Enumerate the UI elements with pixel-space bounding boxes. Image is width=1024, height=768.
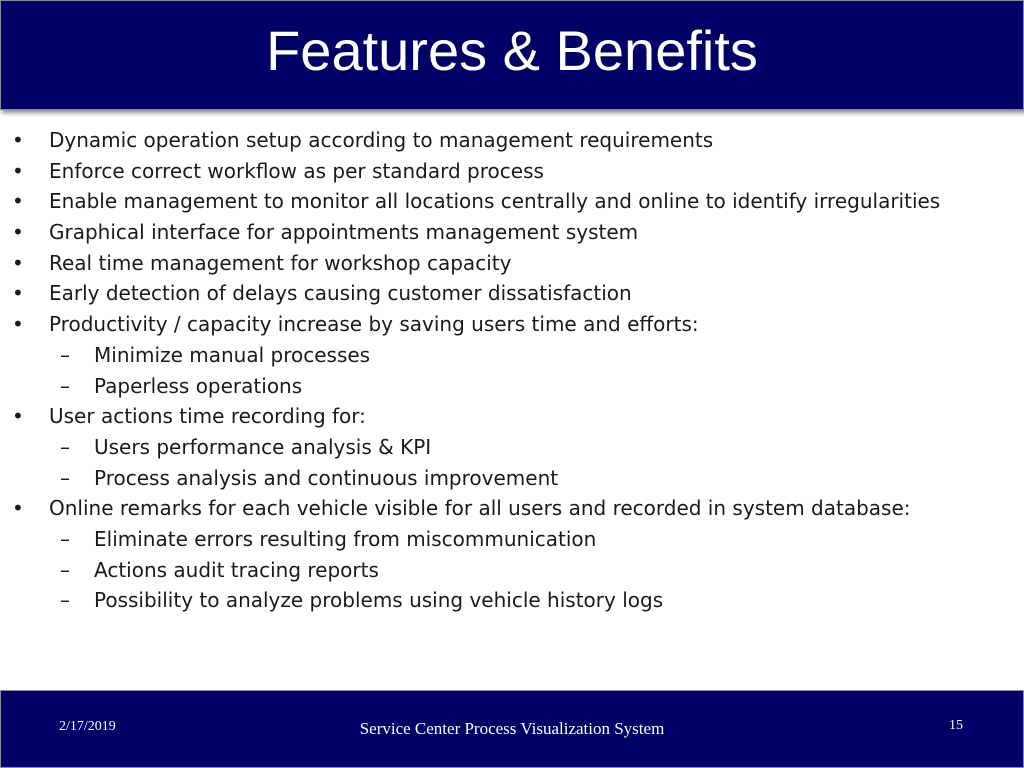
bullet-text: Process analysis and continuous improvement xyxy=(94,465,559,490)
bullet-item xyxy=(0,126,1024,157)
bullet-text: User actions time recording for: xyxy=(49,404,366,429)
bullet-marker: • xyxy=(12,189,24,214)
title-bar xyxy=(0,0,1024,110)
bullet-item xyxy=(0,249,1024,280)
bullet-text: Paperless operations xyxy=(94,373,303,398)
sub-bullet-item xyxy=(0,341,1024,372)
bullet-text: Real time management for workshop capacity xyxy=(49,250,512,275)
bullet-item xyxy=(0,187,1024,218)
sub-bullet-item xyxy=(0,525,1024,556)
bullet-text: Graphical interface for appointments management system xyxy=(49,220,639,245)
dash-marker: – xyxy=(60,465,70,490)
sub-bullet-item xyxy=(0,464,1024,495)
bullet-marker: • xyxy=(12,220,24,245)
page-number: 15 xyxy=(949,718,963,733)
bullet-text: Possibility to analyze problems using vehicle history logs xyxy=(94,588,664,613)
bullet-item xyxy=(0,494,1024,525)
dash-marker: – xyxy=(60,342,70,367)
dash-marker: – xyxy=(60,588,70,613)
footer-bar xyxy=(0,690,1024,768)
bullet-marker: • xyxy=(12,404,24,429)
footer-title: Service Center Process Visualization System xyxy=(359,719,665,738)
dash-marker: – xyxy=(60,526,70,551)
bullet-text: Dynamic operation setup according to management requirements xyxy=(49,128,714,152)
sub-bullet-item xyxy=(0,556,1024,587)
footer-date: 2/17/2019 xyxy=(59,719,116,734)
bullet-marker: • xyxy=(12,496,24,521)
bullet-marker: • xyxy=(12,312,24,337)
bullet-item xyxy=(0,402,1024,433)
bullet-text: Online remarks for each vehicle visible for all users and recorded in system database: xyxy=(49,496,911,521)
slide-title: Features & Benefits xyxy=(266,19,758,82)
sub-bullet-item xyxy=(0,372,1024,403)
sub-bullet-item xyxy=(0,586,1024,617)
bullet-item xyxy=(0,218,1024,249)
bullet-text: Productivity / capacity increase by saving users time and efforts: xyxy=(49,312,699,337)
dash-marker: – xyxy=(60,373,70,398)
bullet-text: Enable management to monitor all locations centrally and online to identify irregularities xyxy=(49,189,941,214)
bullet-list xyxy=(0,126,1024,617)
bullet-text: Actions audit tracing reports xyxy=(94,557,379,582)
bullet-item xyxy=(0,157,1024,188)
bullet-item xyxy=(0,310,1024,341)
bullet-marker: • xyxy=(12,158,24,183)
sub-bullet-item xyxy=(0,433,1024,464)
bullet-marker: • xyxy=(12,128,24,152)
dash-marker: – xyxy=(60,434,70,459)
dash-marker: – xyxy=(60,557,70,582)
bullet-item xyxy=(0,279,1024,310)
bullet-text: Eliminate errors resulting from miscommunication xyxy=(94,526,597,551)
bullet-text: Minimize manual processes xyxy=(94,342,371,367)
bullet-marker: • xyxy=(12,250,24,275)
bullet-text: Users performance analysis & KPI xyxy=(94,434,432,459)
bullet-marker: • xyxy=(12,281,24,306)
bullet-text: Early detection of delays causing customer dissatisfaction xyxy=(49,281,632,306)
bullet-text: Enforce correct workflow as per standard process xyxy=(49,158,544,183)
